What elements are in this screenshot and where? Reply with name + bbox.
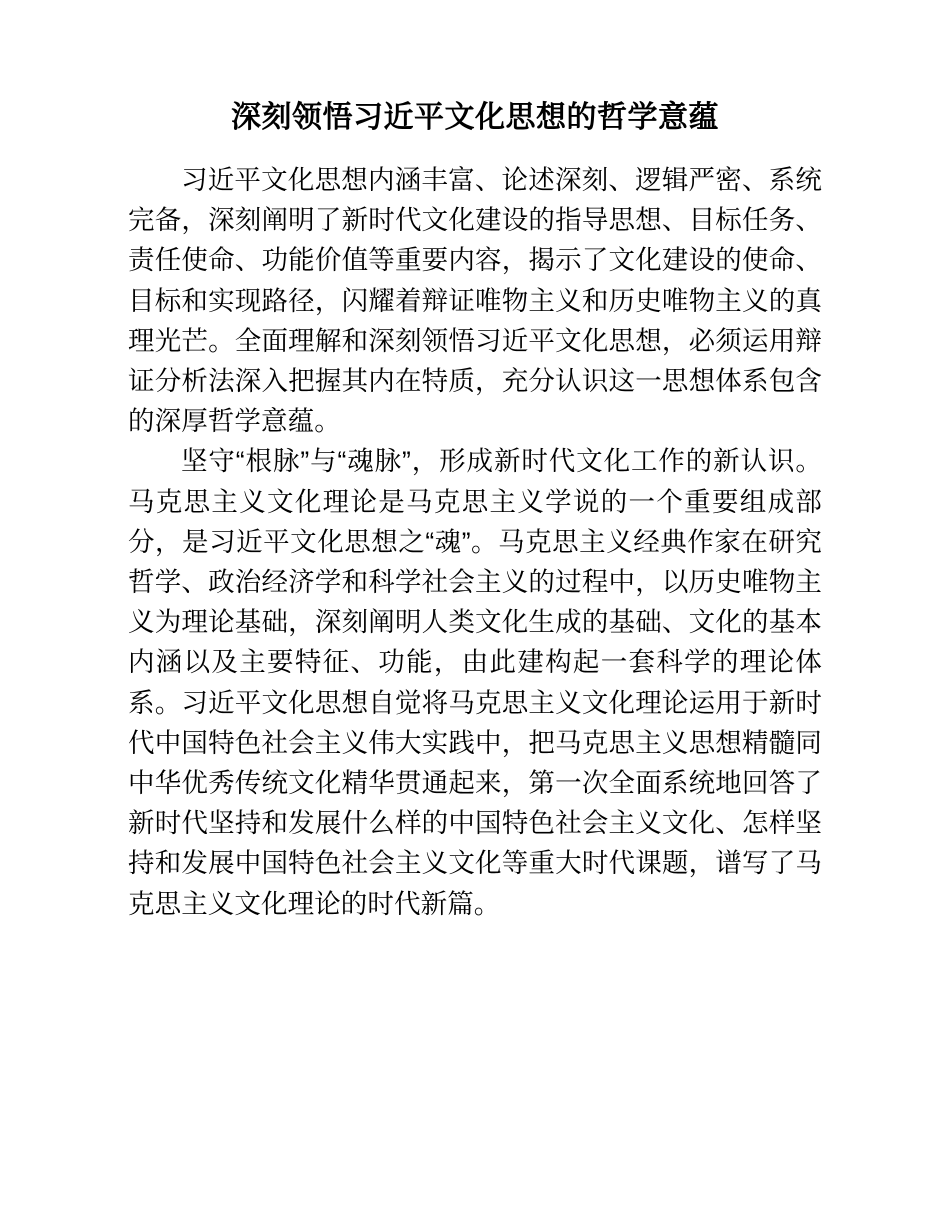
paragraph-1: 习近平文化思想内涵丰富、论述深刻、逻辑严密、系统完备，深刻阐明了新时代文化建设的指导思想、目标任务、责任使命、功能价值等重要内容，揭示了文化建设的使命、目标和实现路径，闪耀着辩证唯物主义和历史唯物主义的真理光芒。全面理解和深刻领悟习近平文化思想，必须运用辩证分析法深入把握其内在特质，充分认识这一思想体系包含的深厚哲学意蕴。 bbox=[128, 165, 822, 437]
paragraph-2: 坚守“根脉”与“魂脉”，形成新时代文化工作的新认识。马克思主义文化理论是马克思主义学说的一个重要组成部分，是习近平文化思想之“魂”。马克思主义经典作家在研究哲学、政治经济学和科学社会主义的过程中，以历史唯物主义为理论基础，深刻阐明人类文化生成的基础、文化的基本内涵以及主要特征、功能，由此建构起一套科学的理论体系。习近平文化思想自觉将马克思主义文化理论运用于新时代中国特色社会主义伟大实践中，把马克思主义思想精髓同中华优秀传统文化精华贯通起来，第一次全面系统地回答了新时代坚持和发展什么样的中国特色社会主义文化、怎样坚持和发展中国特色社会主义文化等重大时代课题，谱写了马克思主义文化理论的时代新篇。 bbox=[128, 446, 822, 919]
page-title: 深刻领悟习近平文化思想的哲学意蕴 bbox=[231, 101, 719, 134]
document-body bbox=[128, 96, 822, 924]
